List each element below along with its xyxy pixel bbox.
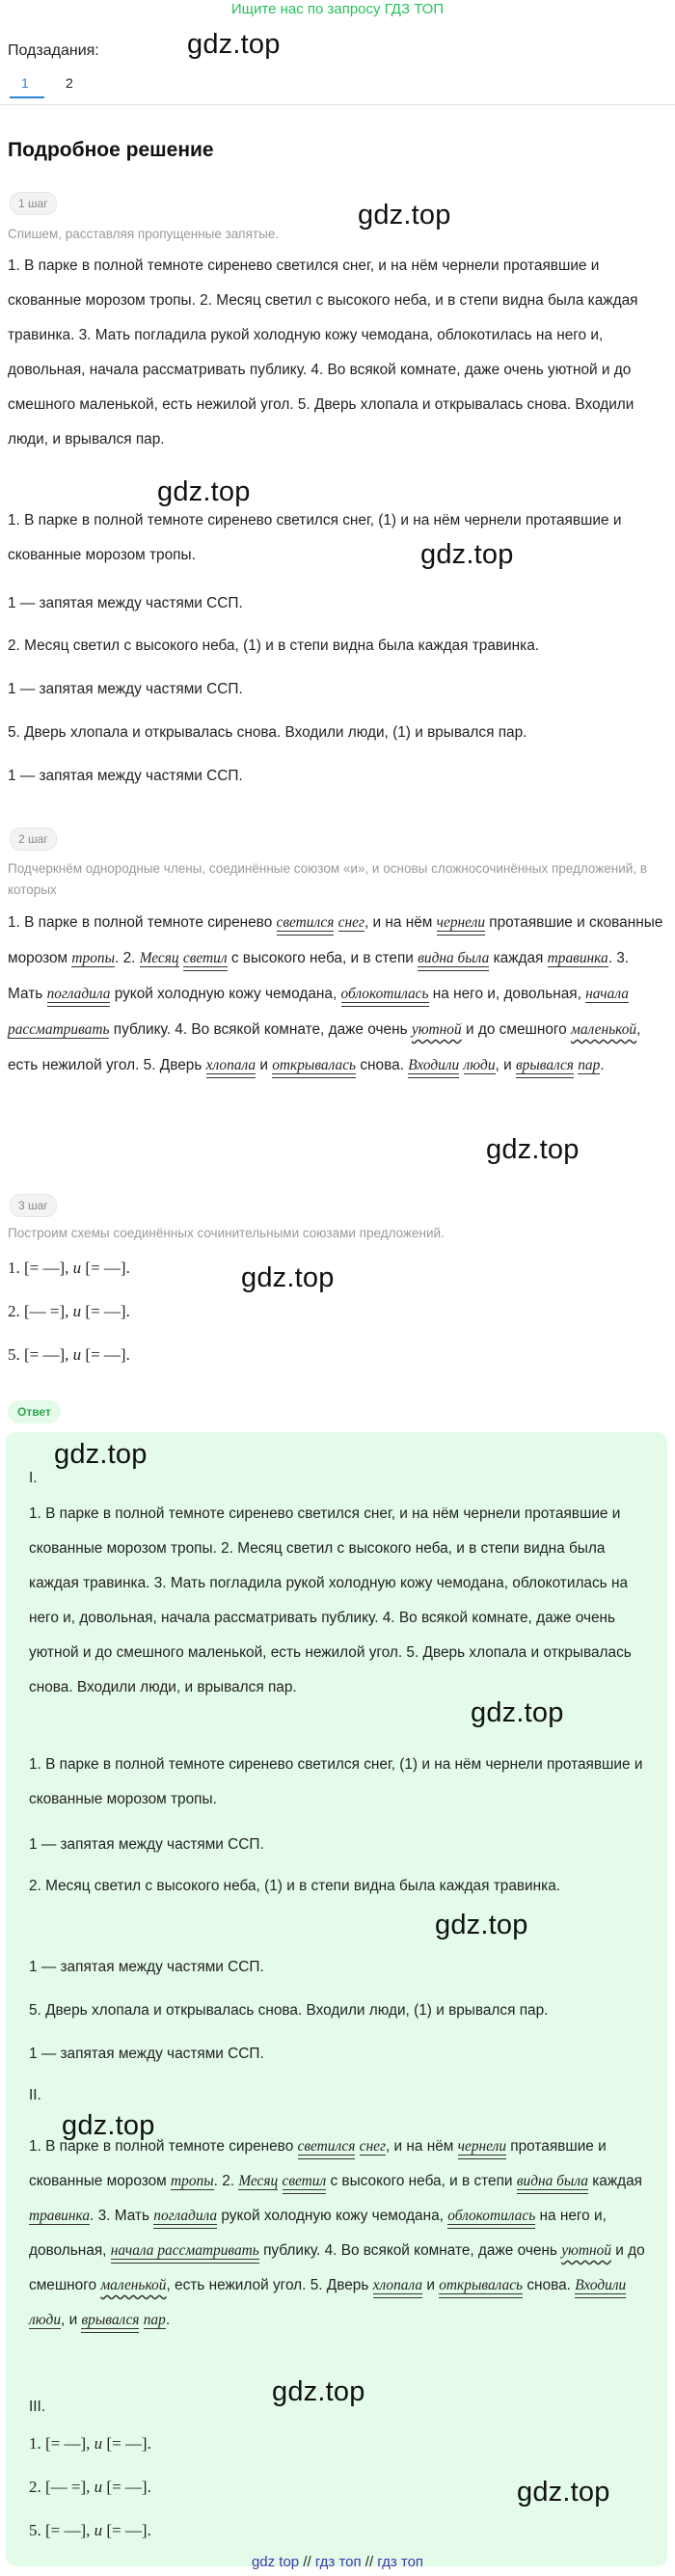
tabs-divider <box>0 104 675 105</box>
answer-comment-5: 1 — запятая между частями ССП. <box>29 2046 264 2062</box>
watermark: gdz.top <box>486 1134 580 1165</box>
watermark: gdz.top <box>435 1910 528 1940</box>
definition: маленькой <box>100 2277 167 2293</box>
step-1-badge: 1 шаг <box>10 192 57 215</box>
footer-link-gdz-top-ru-2[interactable]: гдз топ <box>377 2554 424 2570</box>
subject: Месяц <box>238 2173 279 2189</box>
tab-subtask-2[interactable]: 2 <box>66 75 73 91</box>
predicate: Входили <box>575 2277 627 2293</box>
tab-subtask-1[interactable]: 1 <box>21 75 29 91</box>
step-2-badge: 2 шаг <box>10 827 57 851</box>
scheme-1: 1. [= —], и [= —]. <box>8 1259 130 1277</box>
watermark: gdz.top <box>517 2477 610 2508</box>
watermark: gdz.top <box>187 29 281 60</box>
answer-comment-2: 1 — запятая между частями ССП. <box>29 1959 264 1975</box>
predicate: чернели <box>436 914 486 931</box>
step-3-hint: Построим схемы соединённых сочинительными союзами предложений. <box>8 1226 445 1240</box>
answer-scheme-5: 5. [= —], и [= —]. <box>29 2521 151 2539</box>
predicate: начала рассматривать <box>110 2242 259 2259</box>
predicate: хлопала <box>372 2277 423 2293</box>
watermark: gdz.top <box>62 2110 155 2141</box>
predicate: врывался <box>81 2312 140 2328</box>
predicate: хлопала <box>205 1057 256 1073</box>
subject: люди <box>29 2312 62 2328</box>
subject: пар <box>578 1057 601 1073</box>
predicate: светился <box>297 2138 356 2155</box>
step-1-comment-2: 1 — запятая между частями ССП. <box>8 681 243 697</box>
subtasks-label: Подзадания: <box>8 42 99 59</box>
step-1-text: 1. В парке в полной темноте сиренево светился снег, и на нём чернели протаявшие и скованные морозом тропы. 2. Месяц светил с высокого неба, и в степи видна была каждая травинка. 3. Мать погладила рукой холодную кожу чемодана, облокотилась на него и, довольная, начала рассматривать публику. 4. Во всякой комнате, даже очень уютной и до смешного маленькой, есть нежилой угол. 5. Дверь хлопала и открывалась снова. Входили люди, и врывался пар. <box>8 258 638 447</box>
answer-scheme-1: 1. [= —], и [= —]. <box>29 2434 151 2453</box>
predicate: врывался <box>515 1057 574 1073</box>
predicate: светил <box>182 950 228 966</box>
subject: пар <box>143 2312 166 2328</box>
subject: травинка <box>547 950 608 966</box>
step-3-badge: 3 шаг <box>10 1194 57 1217</box>
predicate: погладила <box>153 2208 218 2224</box>
predicate: погладила <box>46 986 111 1002</box>
subject: Месяц <box>139 950 179 966</box>
subject: тропы <box>71 950 116 966</box>
step-1-sentence-2: 2. Месяц светил с высокого неба, (1) и в степи видна была каждая травинка. <box>8 637 540 654</box>
predicate: облокотилась <box>447 2208 536 2224</box>
watermark: gdz.top <box>358 200 451 230</box>
answer-comment-1: 1 — запятая между частями ССП. <box>29 1836 264 1853</box>
scheme-5: 5. [= —], и [= —]. <box>8 1345 130 1364</box>
step-1-comment-5: 1 — запятая между частями ССП. <box>8 768 243 784</box>
search-banner: Ищите нас по запросу ГДЗ ТОП <box>230 1 445 17</box>
answer-sentence-1: 1. В парке в полной темноте сиренево светился снег, (1) и на нём чернели протаявшие и скованные морозом тропы. <box>29 1756 643 1807</box>
watermark: gdz.top <box>241 1262 335 1293</box>
step-1-hint: Спишем, расставляя пропущенные запятые. <box>8 227 280 241</box>
predicate: начала рассматривать <box>8 986 629 1038</box>
predicate: светился <box>276 914 335 931</box>
footer-link-gdz-top[interactable]: gdz top <box>251 2554 300 2570</box>
definition: уютной <box>411 1021 462 1038</box>
predicate: видна была <box>516 2173 588 2189</box>
answer-part-1-label: I. <box>29 1470 38 1486</box>
active-tab-indicator <box>10 96 44 98</box>
step-1-comment-1: 1 — запятая между частями ССП. <box>8 595 243 611</box>
watermark: gdz.top <box>471 1697 564 1728</box>
answer-sentence-5: 5. Дверь хлопала и открывалась снова. Входили люди, (1) и врывался пар. <box>29 2002 549 2019</box>
subject: снег <box>359 2138 386 2155</box>
subject: люди <box>463 1057 496 1073</box>
answer-badge: Ответ <box>8 1400 61 1424</box>
watermark: gdz.top <box>420 539 514 570</box>
predicate: видна была <box>418 950 490 966</box>
step-1-sentence-1: 1. В парке в полной темноте сиренево светился снег, (1) и на нём чернели протаявшие и скованные морозом тропы. <box>8 512 622 563</box>
answer-scheme-2: 2. [— =], и [= —]. <box>29 2478 151 2496</box>
answer-part-3-label: III. <box>29 2399 46 2415</box>
predicate: открывалась <box>272 1057 357 1073</box>
watermark: gdz.top <box>54 1439 148 1470</box>
answer-part-2-marked-text: 1. В парке в полной темноте сиренево светился снег, и на нём чернели протаявшие и скованные морозом тропы. 2. Месяц светил с высокого неба, и в степи видна была каждая травинка. 3. Мать погладила рукой холодную кожу чемодана, облокотилась на него и, довольная, начала рассматривать публику. 4. Во всякой комнате, даже очень уютной и до смешного маленькой, есть нежилой угол. 5. Дверь хлопала и открывалась снова. Входили люди, и врывался пар. <box>29 2138 645 2328</box>
watermark: gdz.top <box>157 476 251 507</box>
answer-part-2-label: II. <box>29 2087 41 2103</box>
predicate: светил <box>282 2173 327 2189</box>
answer-part-1-text: 1. В парке в полной темноте сиренево светился снег, и на нём чернели протаявшие и скованные морозом тропы. 2. Месяц светил с высокого неба, и в степи видна была каждая травинка. 3. Мать погладила рукой холодную кожу чемодана, облокотилась на него и, довольная, начала рассматривать публику. 4. Во всякой комнате, даже очень уютной и до смешного маленькой, есть нежилой угол. 5. Дверь хлопала и открывалась снова. Входили люди, и врывался пар. <box>29 1505 632 1695</box>
definition: уютной <box>561 2242 612 2259</box>
answer-sentence-2: 2. Месяц светил с высокого неба, (1) и в степи видна была каждая травинка. <box>29 1878 561 1894</box>
watermark: gdz.top <box>272 2376 365 2407</box>
definition: маленькой <box>571 1021 637 1038</box>
predicate: открывалась <box>439 2277 524 2293</box>
subject: травинка <box>29 2208 91 2224</box>
section-title: Подробное решение <box>8 139 214 161</box>
footer-links: gdz top // гдз топ // гдз топ <box>251 2554 424 2570</box>
footer-link-gdz-top-ru[interactable]: гдз топ <box>314 2554 362 2570</box>
subject: тропы <box>171 2173 214 2189</box>
scheme-2: 2. [— =], и [= —]. <box>8 1302 130 1320</box>
predicate: чернели <box>457 2138 507 2155</box>
predicate: облокотилась <box>340 986 429 1002</box>
step-2-hint: Подчеркнём однородные члены, соединённые союзом «и», и основы сложносочинённых предложений, в которых <box>8 861 648 897</box>
predicate: Входили <box>408 1057 460 1073</box>
step-2-marked-text: 1. В парке в полной темноте сиренево светился снег, и на нём чернели протаявшие и скованные морозом тропы. 2. Месяц светил с высокого неба, и в степи видна была каждая травинка. 3. Мать погладила рукой холодную кожу чемодана, облокотилась на него и, довольная, начала рассматривать публику. 4. Во всякой комнате, даже очень уютной и до смешного маленькой, есть нежилой угол. 5. Дверь хлопала и открывалась снова. Входили люди, и врывался пар. <box>8 914 663 1073</box>
subject: снег <box>338 914 364 931</box>
step-1-sentence-5: 5. Дверь хлопала и открывалась снова. Входили люди, (1) и врывался пар. <box>8 724 527 741</box>
